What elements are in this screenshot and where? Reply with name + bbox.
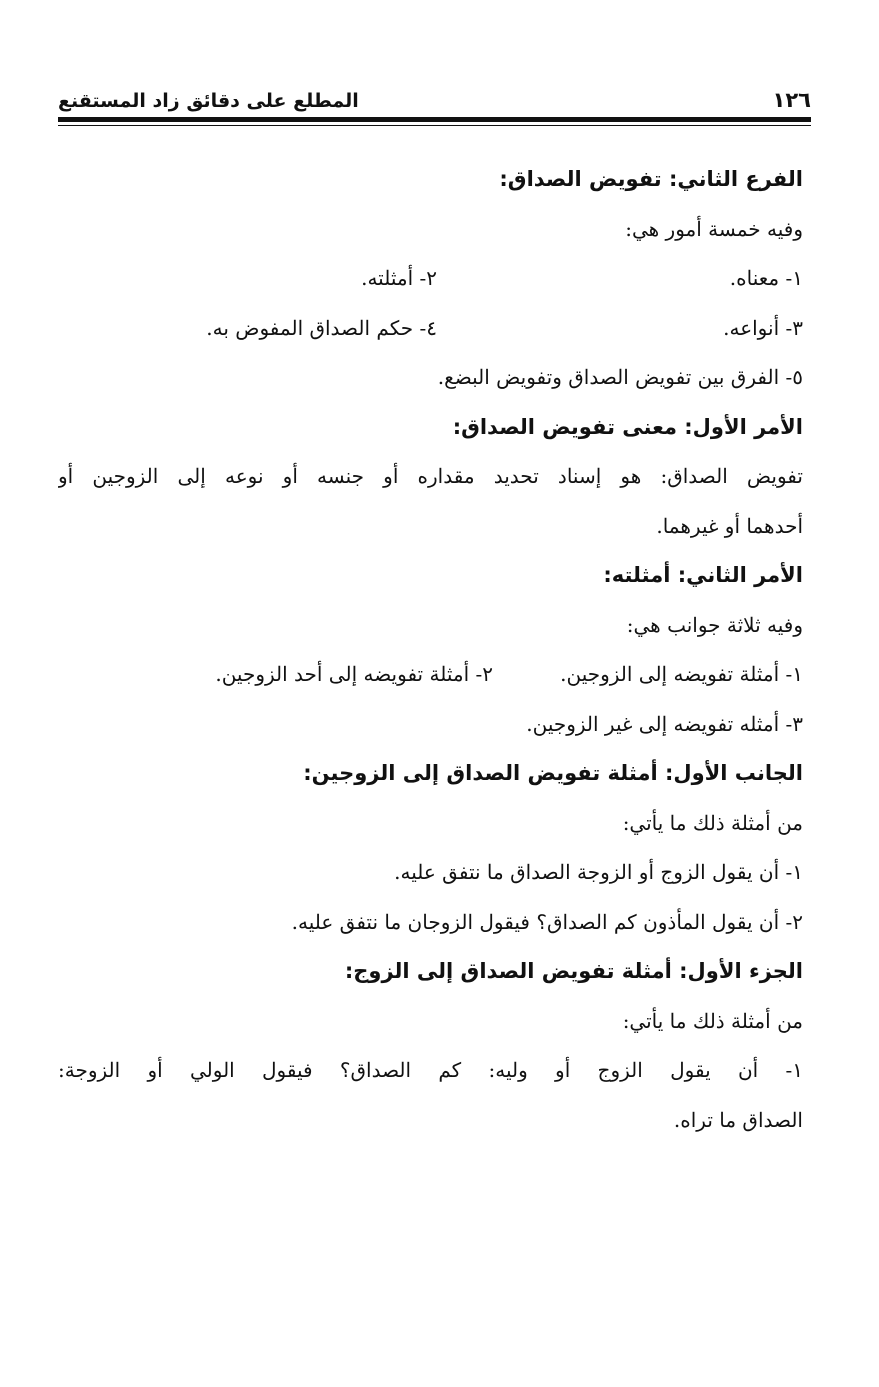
paragraph: وفيه ثلاثة جوانب هي: bbox=[626, 612, 803, 637]
list-item: ١- أن يقول الزوج أو وليه: كم الصداق؟ فيقول الولي أو الزوجة: bbox=[58, 1058, 803, 1082]
list-item: ١- معناه. bbox=[729, 266, 803, 290]
list-row bbox=[58, 650, 803, 700]
list-item: ١- أمثلة تفويضه إلى الزوجين. bbox=[560, 662, 803, 686]
section-heading: الأمر الأول: معنى تفويض الصداق: bbox=[452, 414, 803, 439]
header-rule-thick bbox=[58, 117, 811, 122]
paragraph: أحدهما أو غيرهما. bbox=[656, 513, 803, 538]
running-header bbox=[58, 80, 811, 112]
list-item: ٢- أمثلة تفويضه إلى أحد الزوجين. bbox=[215, 662, 493, 686]
header-rule-thin bbox=[58, 125, 811, 126]
paragraph: وفيه خمسة أمور هي: bbox=[625, 216, 803, 241]
list-row bbox=[58, 304, 803, 354]
list-item: ٤- حكم الصداق المفوض به. bbox=[206, 315, 437, 340]
page-body bbox=[58, 155, 803, 1145]
page-number: ١٢٦ bbox=[772, 88, 811, 112]
paragraph: من أمثلة ذلك ما يأتي: bbox=[622, 1008, 803, 1033]
list-row bbox=[58, 254, 803, 304]
book-title: المطلع على دقائق زاد المستقنع bbox=[58, 90, 359, 112]
list-item: ٣- أمثله تفويضه إلى غير الزوجين. bbox=[526, 711, 803, 736]
list-item: ١- أن يقول الزوج أو الزوجة الصداق ما نتفق عليه. bbox=[394, 860, 803, 884]
list-item: ٣- أنواعه. bbox=[723, 315, 803, 340]
section-heading: الفرع الثاني: تفويض الصداق: bbox=[499, 167, 803, 191]
list-item: ٢- أن يقول المأذون كم الصداق؟ فيقول الزوجان ما نتفق عليه. bbox=[291, 909, 803, 934]
section-heading: الجزء الأول: أمثلة تفويض الصداق إلى الزوج: bbox=[344, 959, 803, 983]
paragraph: الصداق ما تراه. bbox=[673, 1107, 803, 1132]
list-item: ٢- أمثلته. bbox=[361, 266, 437, 290]
paragraph: تفويض الصداق: هو إسناد تحديد مقداره أو جنسه أو نوعه إلى الزوجين أو bbox=[58, 464, 803, 488]
section-heading: الأمر الثاني: أمثلته: bbox=[603, 563, 803, 587]
list-item: ٥- الفرق بين تفويض الصداق وتفويض البضع. bbox=[437, 365, 803, 389]
section-heading: الجانب الأول: أمثلة تفويض الصداق إلى الزوجين: bbox=[303, 761, 803, 785]
paragraph: من أمثلة ذلك ما يأتي: bbox=[622, 810, 803, 835]
